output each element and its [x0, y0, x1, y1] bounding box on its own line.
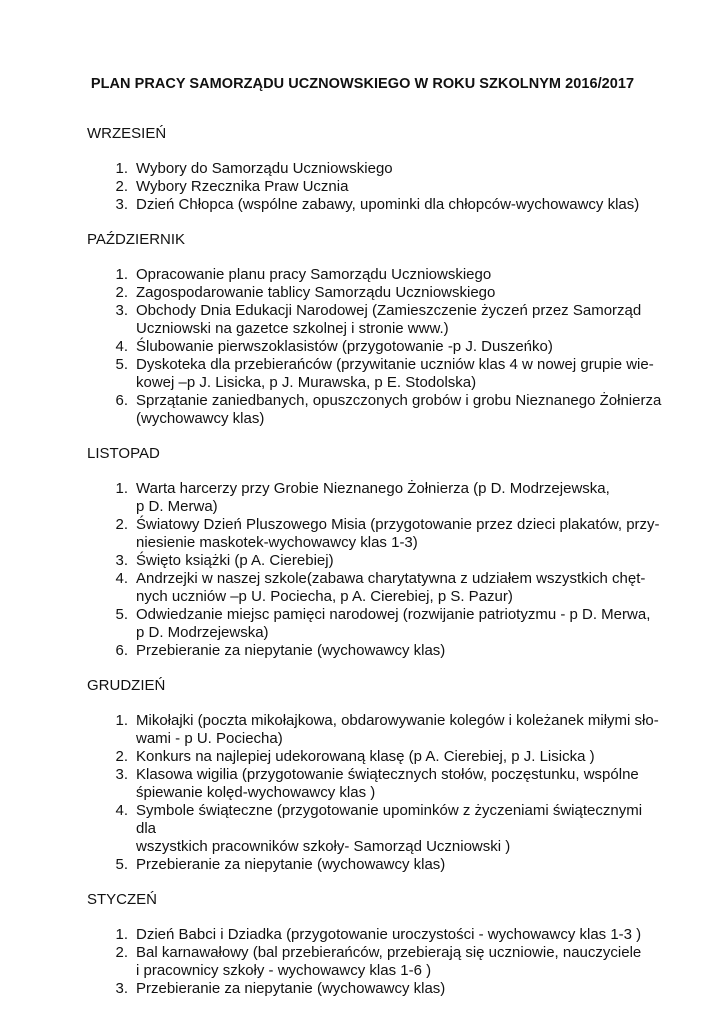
item-number: 3.	[115, 980, 128, 997]
list-item	[87, 766, 662, 802]
item-text: Dyskoteka dla przebierańców (przywitanie uczniów klas 4 w nowej grupie wie- kowej –p J. Lisicka, p J. Murawska, p E. Stodolska)	[136, 356, 654, 391]
item-number: 3.	[115, 302, 128, 319]
item-text: Sprzątanie zaniedbanych, opuszczonych grobów i grobu Nieznanego Żołnierza (wychowawcy klas)	[136, 392, 662, 427]
list-item	[87, 944, 662, 980]
list-grudzien	[87, 712, 662, 874]
list-item	[87, 356, 662, 392]
item-text: Odwiedzanie miejsc pamięci narodowej (rozwijanie patriotyzmu - p D. Merwa, p D. Modrzejewska)	[136, 606, 651, 641]
list-item	[87, 266, 662, 284]
document-title: PLAN PRACY SAMORZĄDU UCZNOWSKIEGO W ROKU SZKOLNYM 2016/2017	[90, 76, 635, 92]
list-item	[87, 552, 662, 570]
plan-content	[87, 125, 662, 1015]
list-item	[87, 338, 662, 356]
item-number: 2.	[115, 178, 128, 195]
list-item	[87, 570, 662, 606]
item-number: 3.	[115, 552, 128, 569]
list-item	[87, 748, 662, 766]
month-heading-grudzien: GRUDZIEŃ	[87, 677, 166, 694]
item-number: 3.	[115, 196, 128, 213]
item-number: 5.	[115, 856, 128, 873]
item-number: 1.	[115, 926, 128, 943]
item-number: 2.	[115, 748, 128, 765]
item-text: Zagospodarowanie tablicy Samorządu Uczniowskiego	[136, 284, 496, 301]
month-heading-pazdziernik: PAŹDZIERNIK	[87, 231, 186, 248]
item-text: Symbole świąteczne (przygotowanie upominków z życzeniami świątecznymi dla wszystkich pracowników szkoły- Samorząd Uczniowski )	[136, 802, 643, 855]
item-text: Dzień Babci i Dziadka (przygotowanie uroczystości - wychowawcy klas 1-3 )	[136, 926, 642, 943]
item-number: 1.	[115, 160, 128, 177]
month-heading-styczen: STYCZEŃ	[87, 891, 158, 908]
list-wrzesien	[87, 160, 662, 214]
item-number: 1.	[115, 480, 128, 497]
list-item	[87, 480, 662, 516]
item-text: Konkurs na najlepiej udekorowaną klasę (p A. Cierebiej, p J. Lisicka )	[136, 748, 595, 765]
item-text: Mikołajki (poczta mikołajkowa, obdarowywanie kolegów i koleżanek miłymi sło- wami - p U. Pociecha)	[136, 712, 659, 747]
list-item	[87, 926, 662, 944]
list-styczen	[87, 926, 662, 998]
item-number: 2.	[115, 516, 128, 533]
item-text: Dzień Chłopca (wspólne zabawy, upominki dla chłopców-wychowawcy klas)	[136, 196, 640, 213]
month-heading-listopad: LISTOPAD	[87, 445, 160, 462]
item-text: Klasowa wigilia (przygotowanie świątecznych stołów, poczęstunku, wspólne śpiewanie kolęd-wychowawcy klas )	[136, 766, 639, 801]
item-text: Wybory do Samorządu Uczniowskiego	[136, 160, 393, 177]
item-number: 5.	[115, 606, 128, 623]
item-text: Światowy Dzień Pluszowego Misia (przygotowanie przez dzieci plakatów, przy- niesienie maskotek-wychowawcy klas 1-3)	[136, 516, 660, 551]
item-text: Przebieranie za niepytanie (wychowawcy klas)	[136, 642, 446, 659]
item-text: Opracowanie planu pracy Samorządu Uczniowskiego	[136, 266, 492, 283]
item-text: Andrzejki w naszej szkole(zabawa charytatywna z udziałem wszystkich chęt- nych uczniów –p U. Pociecha, p A. Cierebiej, p S. Pazur)	[136, 570, 646, 605]
list-item	[87, 392, 662, 428]
item-text: Święto książki (p A. Cierebiej)	[136, 552, 334, 569]
item-number: 4.	[115, 802, 128, 819]
item-number: 2.	[115, 284, 128, 301]
item-number: 3.	[115, 766, 128, 783]
list-item	[87, 196, 662, 214]
item-text: Warta harcerzy przy Grobie Nieznanego Żołnierza (p D. Modrzejewska, p D. Merwa)	[136, 480, 610, 515]
item-text: Bal karnawałowy (bal przebierańców, przebierają się uczniowie, nauczyciele i pracownicy szkoły - wychowawcy klas 1-6 )	[136, 944, 642, 979]
list-item	[87, 606, 662, 642]
list-item	[87, 284, 662, 302]
item-text: Obchody Dnia Edukacji Narodowej (Zamieszczenie życzeń przez Samorząd Uczniowski na gazetce szkolnej i stronie www.)	[136, 302, 642, 337]
list-item	[87, 712, 662, 748]
item-text: Wybory Rzecznika Praw Ucznia	[136, 178, 349, 195]
list-item	[87, 802, 662, 856]
item-number: 1.	[115, 266, 128, 283]
item-text: Przebieranie za niepytanie (wychowawcy klas)	[136, 856, 446, 873]
item-number: 6.	[115, 642, 128, 659]
item-text: Przebieranie za niepytanie (wychowawcy klas)	[136, 980, 446, 997]
item-number: 6.	[115, 392, 128, 409]
list-item	[87, 856, 662, 874]
month-heading-wrzesien: WRZESIEŃ	[87, 125, 167, 142]
item-number: 1.	[115, 712, 128, 729]
list-item	[87, 980, 662, 998]
item-number: 5.	[115, 356, 128, 373]
list-listopad	[87, 480, 662, 660]
item-number: 2.	[115, 944, 128, 961]
item-number: 4.	[115, 338, 128, 355]
list-pazdziernik	[87, 266, 662, 428]
list-item	[87, 160, 662, 178]
list-item	[87, 302, 662, 338]
item-text: Ślubowanie pierwszoklasistów (przygotowanie -p J. Duszeńko)	[136, 338, 553, 355]
list-item	[87, 516, 662, 552]
list-item	[87, 178, 662, 196]
list-item	[87, 642, 662, 660]
item-number: 4.	[115, 570, 128, 587]
